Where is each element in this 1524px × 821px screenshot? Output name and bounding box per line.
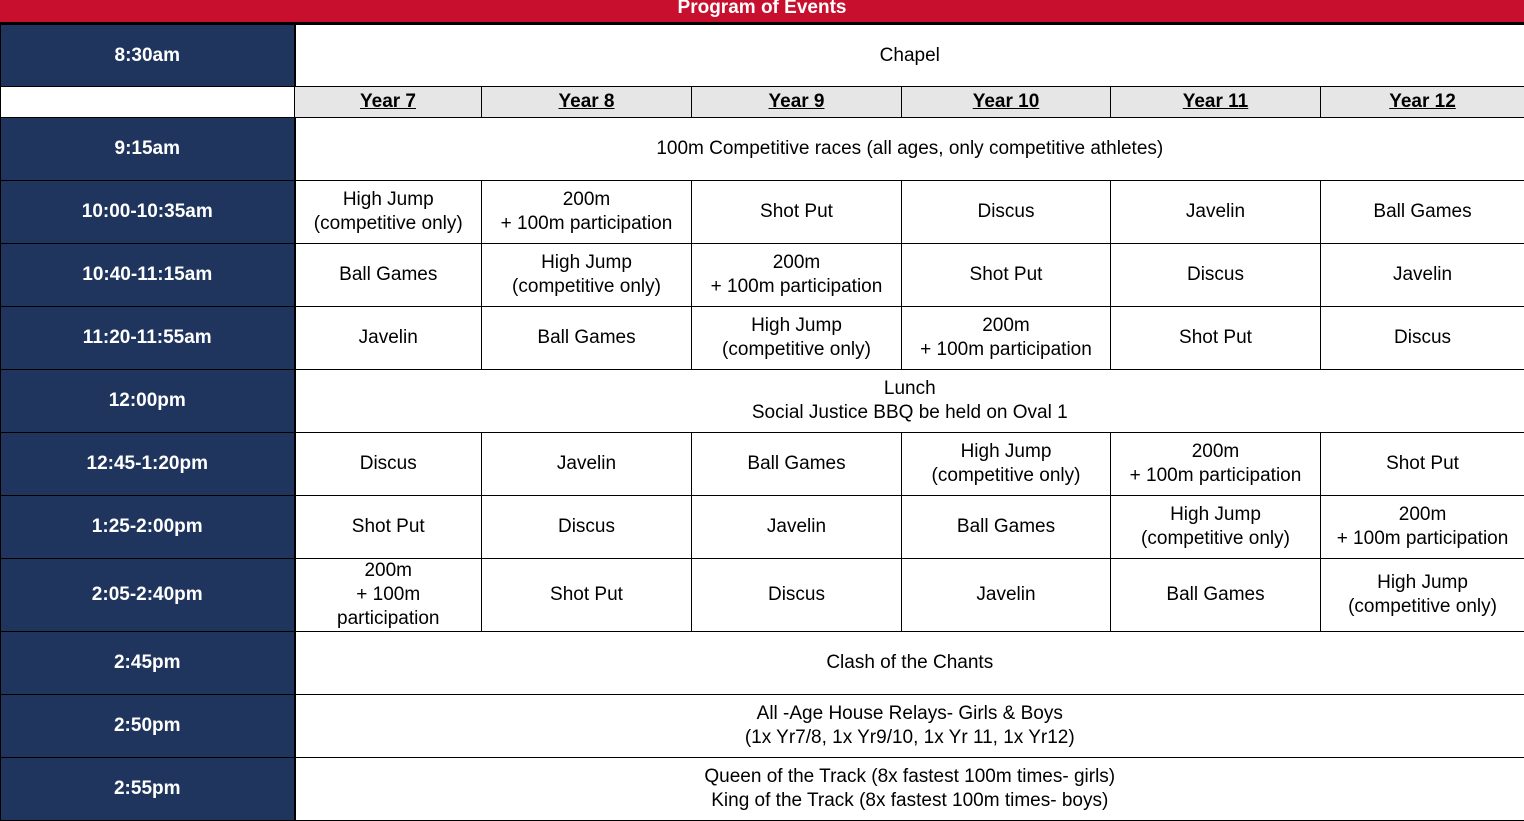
time-cell: 12:00pm — [1, 370, 295, 433]
event-line: + 100m participation — [692, 275, 901, 299]
event-cell — [482, 559, 692, 632]
event-cell — [295, 307, 482, 370]
event-line: Ball Games — [902, 515, 1110, 539]
event-line: 200m — [296, 559, 482, 583]
event-line: Discus — [902, 200, 1110, 224]
event-line: Ball Games — [692, 452, 901, 476]
event-line: + 100m participation — [1111, 464, 1320, 488]
event-cell — [295, 370, 1524, 433]
event-cell — [1321, 496, 1524, 559]
year-header: Year 8 — [482, 87, 692, 118]
chapel-cell: Chapel — [295, 25, 1524, 87]
event-cell — [902, 181, 1111, 244]
event-line: (competitive only) — [482, 275, 691, 299]
event-line: Javelin — [1321, 263, 1524, 287]
event-cell — [902, 496, 1111, 559]
event-cell — [902, 307, 1111, 370]
event-line: Ball Games — [1111, 583, 1320, 607]
event-line: 200m — [1111, 440, 1320, 464]
program-table — [0, 24, 1524, 821]
event-line: Javelin — [692, 515, 901, 539]
event-line: + 100m — [296, 583, 482, 607]
event-line: + 100m participation — [482, 212, 691, 236]
year-header: Year 7 — [295, 87, 482, 118]
event-cell — [692, 559, 902, 632]
event-line: Shot Put — [902, 263, 1110, 287]
event-line: High Jump — [1111, 503, 1320, 527]
event-cell — [1111, 181, 1321, 244]
row-chants-cell: Clash of the Chants — [295, 632, 1524, 695]
event-cell — [482, 496, 692, 559]
event-line: High Jump — [692, 314, 901, 338]
event-line: High Jump — [902, 440, 1110, 464]
event-cell — [1321, 559, 1524, 632]
event-line: Shot Put — [692, 200, 901, 224]
competitive-cell: 100m Competitive races (all ages, only competitive athletes) — [295, 118, 1524, 181]
event-line: (competitive only) — [1321, 595, 1524, 619]
event-line: Ball Games — [482, 326, 691, 350]
event-line: High Jump — [1321, 571, 1524, 595]
year-header: Year 10 — [902, 87, 1111, 118]
event-line: (competitive only) — [296, 212, 482, 236]
event-line: Javelin — [1111, 200, 1320, 224]
event-line: Javelin — [296, 326, 482, 350]
row-year-header — [1, 87, 1524, 118]
event-cell — [1111, 496, 1321, 559]
time-cell: 2:45pm — [1, 632, 295, 695]
event-line: 200m — [482, 188, 691, 212]
blank-header-cell — [1, 87, 295, 118]
row-rotation — [1, 559, 1524, 632]
event-cell — [1111, 307, 1321, 370]
event-cell — [902, 559, 1111, 632]
event-line: + 100m participation — [1321, 527, 1524, 551]
event-cell — [902, 433, 1111, 496]
event-line: Javelin — [482, 452, 691, 476]
event-line: (competitive only) — [692, 338, 901, 362]
event-line: (competitive only) — [1111, 527, 1320, 551]
event-line: Ball Games — [1321, 200, 1524, 224]
event-cell — [482, 244, 692, 307]
event-cell — [692, 496, 902, 559]
row-chants — [1, 632, 1524, 695]
event-cell — [1321, 181, 1524, 244]
event-cell — [295, 496, 482, 559]
event-cell — [482, 433, 692, 496]
event-line: Discus — [482, 515, 691, 539]
time-cell: 2:50pm — [1, 695, 295, 758]
event-cell — [482, 307, 692, 370]
event-cell — [692, 244, 902, 307]
event-line: participation — [296, 607, 482, 631]
event-cell — [1111, 433, 1321, 496]
event-line: Discus — [1111, 263, 1320, 287]
row-rotation — [1, 433, 1524, 496]
time-cell: 2:55pm — [1, 758, 295, 821]
row-lunch — [1, 370, 1524, 433]
event-line: Social Justice BBQ be held on Oval 1 — [296, 401, 1524, 425]
event-line: All -Age House Relays- Girls & Boys — [296, 702, 1524, 726]
event-line: 200m — [902, 314, 1110, 338]
row-rotation — [1, 244, 1524, 307]
row-rotation — [1, 181, 1524, 244]
event-cell — [295, 758, 1524, 821]
event-line: Javelin — [902, 583, 1110, 607]
event-line: King of the Track (8x fastest 100m times- boys) — [296, 789, 1524, 813]
time-cell: 11:20-11:55am — [1, 307, 295, 370]
time-cell: 10:00-10:35am — [1, 181, 295, 244]
time-cell: 10:40-11:15am — [1, 244, 295, 307]
event-cell — [295, 695, 1524, 758]
event-cell — [295, 559, 482, 632]
row-relays — [1, 695, 1524, 758]
event-line: Shot Put — [1111, 326, 1320, 350]
event-cell — [692, 433, 902, 496]
event-line: High Jump — [482, 251, 691, 275]
event-cell — [1111, 559, 1321, 632]
event-cell — [482, 181, 692, 244]
event-cell — [1321, 307, 1524, 370]
event-line: 200m — [1321, 503, 1524, 527]
row-rotation — [1, 496, 1524, 559]
event-cell — [1111, 244, 1321, 307]
row-track — [1, 758, 1524, 821]
event-line: Discus — [296, 452, 482, 476]
event-cell — [295, 181, 482, 244]
event-line: Shot Put — [296, 515, 482, 539]
event-cell — [692, 181, 902, 244]
year-header: Year 12 — [1321, 87, 1524, 118]
time-cell: 12:45-1:20pm — [1, 433, 295, 496]
time-cell: 9:15am — [1, 118, 295, 181]
event-line: Shot Put — [482, 583, 691, 607]
event-cell — [295, 244, 482, 307]
row-rotation — [1, 307, 1524, 370]
row-competitive — [1, 118, 1524, 181]
event-line: 200m — [692, 251, 901, 275]
row-chapel — [1, 25, 1524, 87]
event-line: Lunch — [296, 377, 1524, 401]
event-cell — [902, 244, 1111, 307]
event-cell — [1321, 433, 1524, 496]
time-cell: 8:30am — [1, 25, 295, 87]
event-cell — [692, 307, 902, 370]
event-line: Queen of the Track (8x fastest 100m times- girls) — [296, 765, 1524, 789]
year-header: Year 11 — [1111, 87, 1321, 118]
time-cell: 2:05-2:40pm — [1, 559, 295, 632]
event-line: Discus — [692, 583, 901, 607]
event-line: Ball Games — [296, 263, 482, 287]
event-line: (1x Yr7/8, 1x Yr9/10, 1x Yr 11, 1x Yr12) — [296, 726, 1524, 750]
event-line: High Jump — [296, 188, 482, 212]
year-header: Year 9 — [692, 87, 902, 118]
event-cell — [295, 433, 482, 496]
event-line: Discus — [1321, 326, 1524, 350]
page-title: Program of Events — [0, 0, 1524, 24]
event-line: + 100m participation — [902, 338, 1110, 362]
event-line: Shot Put — [1321, 452, 1524, 476]
time-cell: 1:25-2:00pm — [1, 496, 295, 559]
event-line: (competitive only) — [902, 464, 1110, 488]
event-cell — [1321, 244, 1524, 307]
